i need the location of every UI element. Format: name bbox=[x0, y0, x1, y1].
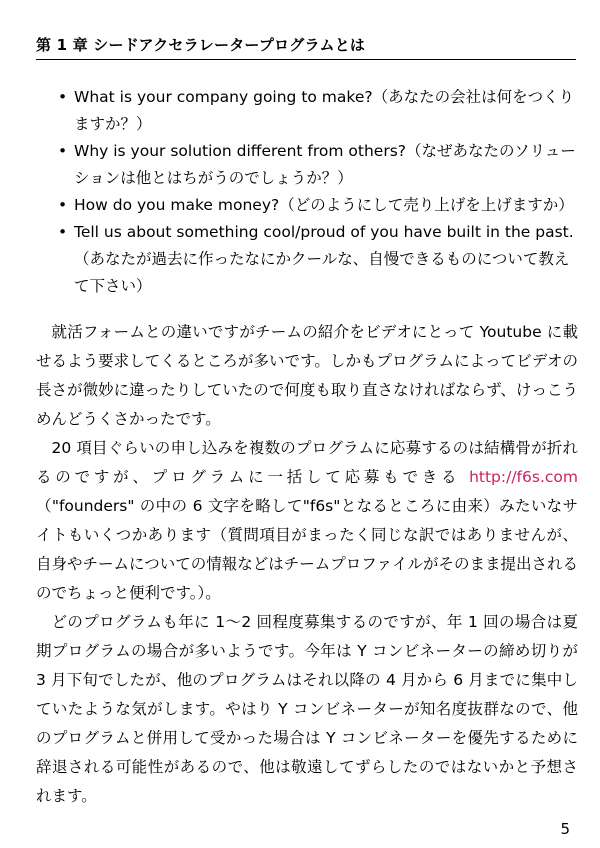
paragraph-text: （"founders" の中の 6 文字を略して"f6s"となるところに由来）みたいなサイトもいくつかあります（質問項目がまったく同じな訳ではありませんが、自身やチームについての情報などはチームプロファイルがそのまま提出されるのでちょっと便利です。）。 bbox=[36, 497, 578, 602]
paragraph bbox=[36, 434, 578, 608]
f6s-link[interactable]: http://f6s.com bbox=[469, 468, 578, 486]
list-item: • Why is your solution different from others?（なぜあなたのソリューションは他とはちがうのでしょうか？） bbox=[58, 138, 578, 192]
question-list bbox=[58, 84, 578, 300]
header-divider bbox=[36, 59, 576, 60]
paragraph: 就活フォームとの違いですがチームの紹介をビデオにとって Youtube に載せるよう要求してくるところが多いです。しかもプログラムによってビデオの長さが微妙に違ったりしていたので何度も取り直さなければならず、けっこうめんどうくさかったです。 bbox=[36, 323, 578, 428]
body-text bbox=[36, 318, 578, 811]
list-item: • Tell us about something cool/proud of you have built in the past.（あなたが過去に作ったなにかクールな、自慢できるものについて教えて下さい） bbox=[58, 219, 578, 300]
page-number: 5 bbox=[560, 820, 570, 838]
chapter-header: 第 1 章 シードアクセラレータープログラムとは bbox=[36, 36, 366, 54]
paragraph-text: 20 項目ぐらいの申し込みを複数のプログラムに応募するのは結構骨が折れるのですが、プログラムに一括して応募もできる bbox=[36, 439, 578, 486]
paragraph: どのプログラムも年に 1〜2 回程度募集するのですが、年 1 回の場合は夏期プログラムの場合が多いようです。今年は Y コンビネーターの締め切りが 3 月下旬でしたが、他のプログラムはそれ以降の 4 月から 6 月までに集中していたような気がします。やはり Y コンビネーターが知名度抜群なので、他のプログラムと併用して受かった場合は Y コンビネーターを優先するために辞退される可能性があるので、他は敬遠してずらしたのではないかと予想されます。 bbox=[36, 613, 578, 805]
list-item: • What is your company going to make?（あなたの会社は何をつくりますか？） bbox=[58, 84, 578, 138]
list-item: • How do you make money?（どのようにして売り上げを上げますか） bbox=[58, 192, 578, 219]
